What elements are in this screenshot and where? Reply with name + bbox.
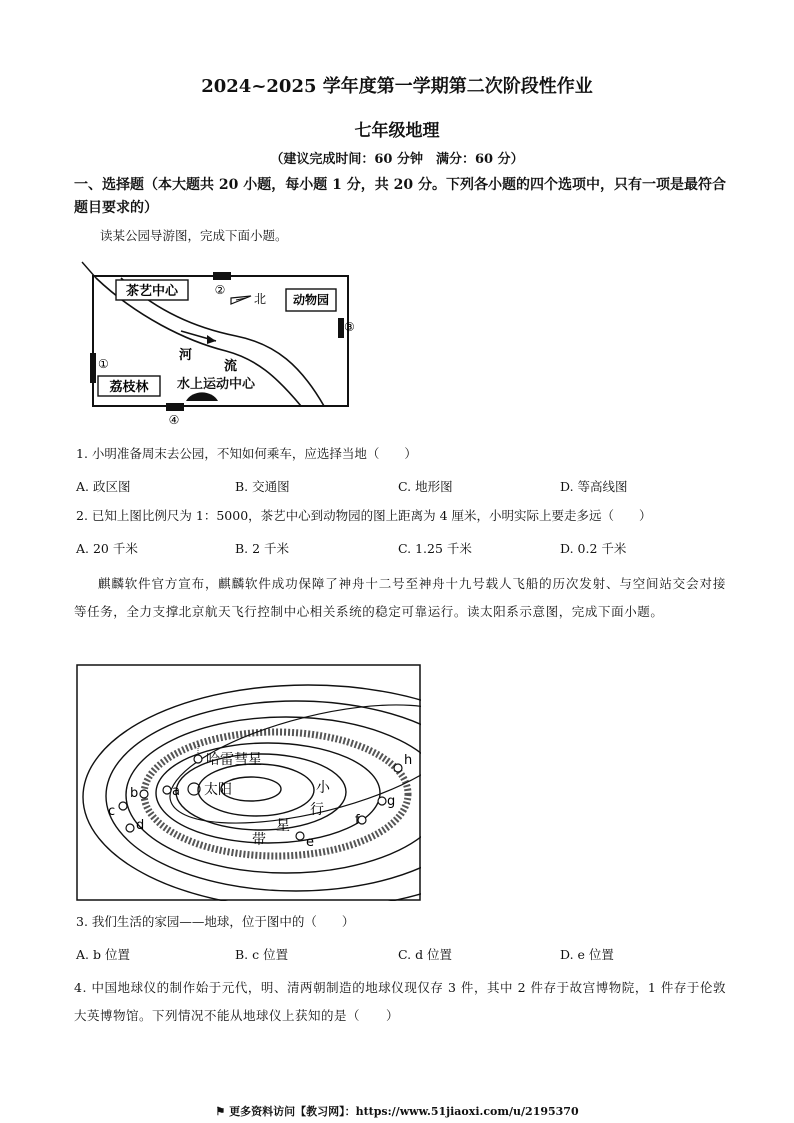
river-label-1: 河 (179, 348, 193, 363)
question-1-stem: 小明准备周末去公园，不知如何乘车，应选择当地（ ） (91, 446, 417, 461)
planet-c-label: c (108, 804, 116, 819)
question-2-number: 2. (76, 508, 88, 523)
q2-option-c[interactable]: C. 1.25 千米 (398, 541, 472, 556)
q3-option-a[interactable]: A. b 位置 (76, 947, 130, 962)
park-map-figure (76, 256, 366, 428)
lychee-forest-label: 荔枝林 (109, 380, 149, 395)
question-1 (76, 444, 417, 464)
road-line (82, 262, 96, 278)
belt-label-1: 小 (316, 780, 330, 796)
question-2-stem: 已知上图比例尺为 1：5000，茶艺中心到动物园的图上距离为 4 厘米，小明实际上要走多远（ ） (91, 508, 652, 523)
planet-d-label: d (136, 818, 145, 833)
q3-option-d[interactable]: D. e 位置 (560, 947, 614, 962)
planet-b-label: b (130, 786, 139, 801)
solar-system-intro: 麒麟软件官方宣布，麒麟软件成功保障了神舟十二号至神舟十九号载人飞船的历次发射、与空间站交会对接等任务，全力支撑北京航天飞行控制中心相关系统的稳定可靠运行。读太阳系示意图，完成下面小题。 (74, 576, 726, 619)
q2-option-a[interactable]: A. 20 千米 (76, 541, 138, 556)
q1-option-d[interactable]: D. 等高线图 (560, 479, 628, 494)
planet-a-marker (163, 786, 171, 794)
water-sports-label: 水上运动中心 (176, 377, 256, 392)
solar-system-figure (76, 664, 421, 901)
planet-e-marker (296, 832, 304, 840)
exam-title: 2024~2025 学年度第一学期第二次阶段性作业 (201, 76, 593, 97)
planet-d-marker (126, 824, 134, 832)
question-1-number: 1. (76, 446, 88, 461)
planet-g-marker (378, 797, 386, 805)
planet-e-label: e (306, 835, 314, 850)
belt-label-3: 星 (276, 818, 290, 834)
gate-2-label: ② (214, 283, 226, 297)
q1-option-a[interactable]: A. 政区图 (76, 479, 131, 494)
water-sports-dome-icon (186, 392, 218, 401)
comet-icon (194, 755, 202, 763)
park-map-intro: 读某公园导游图，完成下面小题。 (100, 228, 288, 243)
gate-1-marker (90, 353, 96, 383)
river-label-2: 流 (224, 359, 238, 374)
question-3 (76, 912, 354, 932)
question-4 (74, 974, 726, 1030)
question-2 (76, 506, 726, 526)
gate-4-marker (166, 403, 184, 411)
planet-h-label: h (404, 753, 413, 768)
subject-title: 七年级地理 (354, 121, 440, 141)
gate-3-label: ③ (344, 320, 355, 334)
belt-label-2: 行 (310, 802, 324, 818)
planet-b-marker (140, 790, 148, 798)
planet-c-marker (119, 802, 127, 810)
section-heading: 一、选择题（本大题共 20 小题，每小题 1 分，共 20 分。下列各小题的四个选项中，只有一项是最符合题目要求的） (74, 177, 726, 216)
q3-option-c[interactable]: C. d 位置 (398, 947, 453, 962)
gate-2-marker (213, 272, 231, 280)
tea-center-label: 茶艺中心 (125, 284, 179, 299)
footer-link[interactable]: ⚑ 更多资料访问【教习网】：https://www.51jiaoxi.com/u/2195370 (215, 1105, 579, 1118)
zoo-label: 动物园 (292, 293, 330, 307)
question-4-number: 4. (74, 980, 87, 995)
q2-option-d[interactable]: D. 0.2 千米 (560, 541, 627, 556)
q1-option-c[interactable]: C. 地形图 (398, 479, 453, 494)
gate-4-label: ④ (168, 413, 180, 427)
planet-g-label: g (387, 794, 396, 809)
planet-a-label: a (172, 784, 180, 799)
flow-arrowhead (207, 335, 216, 344)
comet-label: 哈雷彗星 (206, 752, 262, 768)
q1-option-b[interactable]: B. 交通图 (235, 479, 290, 494)
sun-label: 太阳 (204, 782, 232, 798)
north-arrow-icon (231, 296, 251, 304)
question-3-stem: 我们生活的家园——地球，位于图中的（ ） (91, 914, 355, 929)
planet-h-marker (394, 764, 402, 772)
q2-option-b[interactable]: B. 2 千米 (235, 541, 290, 556)
belt-label-4: 带 (252, 832, 266, 848)
question-4-stem: 中国地球仪的制作始于元代，明、清两朝制造的地球仪现仅存 3 件，其中 2 件存于故宫博物院，1 件存于伦敦大英博物馆。下列情况不能从地球仪上获知的是（ ） (74, 980, 726, 1023)
gate-1-label: ① (98, 357, 109, 371)
planet-f-label: f (355, 813, 360, 828)
time-note: （建议完成时间：60 分钟 满分：60 分） (270, 152, 524, 167)
question-3-number: 3. (76, 914, 88, 929)
q3-option-b[interactable]: B. c 位置 (235, 947, 289, 962)
north-label: 北 (254, 292, 267, 306)
